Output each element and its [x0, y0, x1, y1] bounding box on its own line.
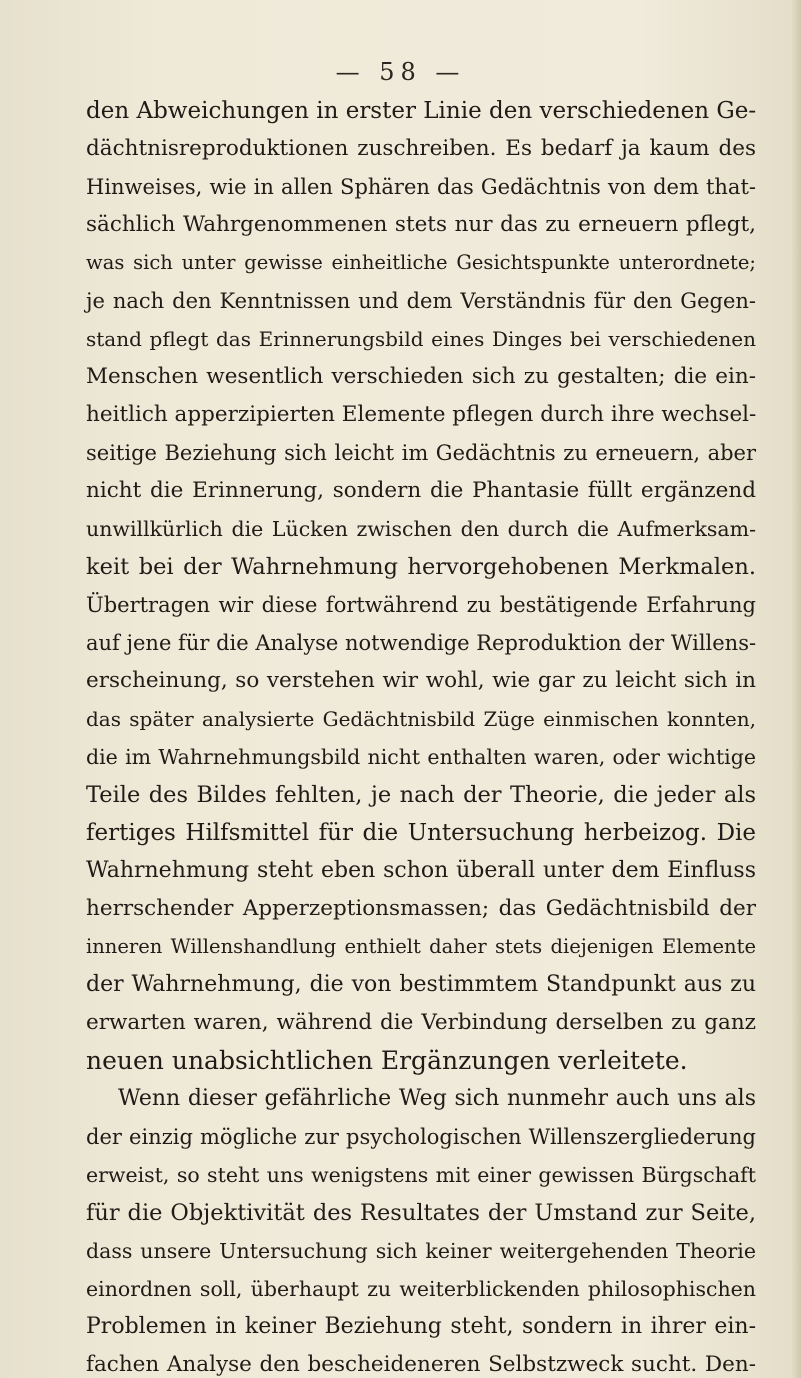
text-line: der Wahrnehmung, die von bestimmtem Standpunkt aus zu: [86, 972, 756, 997]
text-line: keit bei der Wahrnehmung hervorgehobenen Merkmalen.: [86, 554, 756, 580]
text-line: je nach den Kenntnissen und dem Verständnis für den Gegen-: [86, 289, 756, 313]
text-line: dächtnisreproduktionen zuschreiben. Es bedarf ja kaum des: [86, 136, 756, 161]
text-line: fachen Analyse den bescheideneren Selbstzweck sucht. Den-: [86, 1352, 756, 1377]
text-line: einordnen soll, überhaupt zu weiterblickenden philosophischen: [86, 1277, 756, 1301]
text-line: die im Wahrnehmungsbild nicht enthalten waren, oder wichtige: [86, 745, 756, 769]
text-line: seitige Beziehung sich leicht im Gedächtnis zu erneuern, aber: [86, 441, 756, 465]
text-line: für die Objektivität des Resultates der Umstand zur Seite,: [86, 1200, 756, 1226]
text-line: heitlich apperzipierten Elemente pflegen durch ihre wechsel-: [86, 402, 757, 427]
text-line: inneren Willenshandlung enthielt daher stets diejenigen Elemente: [86, 935, 756, 958]
text-line: Wahrnehmung steht eben schon überall unter dem Einfluss: [86, 858, 756, 883]
text-line: Teile des Bildes fehlten, je nach der Theorie, die jeder als: [86, 782, 756, 808]
text-line: fertiges Hilfsmittel für die Untersuchung herbeizog. Die: [86, 820, 756, 846]
text-line: Wenn dieser gefährliche Weg sich nunmehr auch uns als: [118, 1086, 756, 1111]
text-line: sächlich Wahrgenommenen stets nur das zu erneuern pflegt,: [86, 212, 756, 237]
text-line: nicht die Erinnerung, sondern die Phantasie füllt ergänzend: [86, 478, 756, 503]
text-line: was sich unter gewisse einheitliche Gesichtspunkte unterordnete;: [86, 251, 756, 274]
page-number: — 58 —: [335, 58, 466, 86]
text-line: unwillkürlich die Lücken zwischen den durch die Aufmerksam-: [86, 517, 756, 541]
page-edge-shadow: [791, 0, 801, 1378]
text-line: erscheinung, so verstehen wir wohl, wie gar zu leicht sich in: [86, 668, 756, 693]
text-line: Übertragen wir diese fortwährend zu bestätigende Erfahrung: [86, 593, 756, 617]
text-line: herrschender Apperzeptionsmassen; das Gedächtnisbild der: [86, 896, 756, 921]
text-line: Hinweises, wie in allen Sphären das Gedächtnis von dem that-: [86, 175, 756, 199]
text-line: erwarten waren, während die Verbindung derselben zu ganz: [86, 1010, 756, 1035]
text-line: dass unsere Untersuchung sich keiner weitergehenden Theorie: [86, 1239, 756, 1263]
text-line: neuen unabsichtlichen Ergänzungen verleitete.: [86, 1046, 688, 1075]
text-line: den Abweichungen in erster Linie den verschiedenen Ge-: [86, 98, 757, 124]
text-line: erweist, so steht uns wenigstens mit einer gewissen Bürgschaft: [86, 1163, 756, 1187]
text-line: der einzig mögliche zur psychologischen Willenszergliederung: [86, 1125, 756, 1149]
text-line: auf jene für die Analyse notwendige Reproduktion der Willens-: [86, 631, 757, 655]
text-line: das später analysierte Gedächtnisbild Züge einmischen konnten,: [86, 707, 756, 731]
text-line: Menschen wesentlich verschieden sich zu gestalten; die ein-: [86, 364, 756, 389]
text-line: stand pflegt das Erinnerungsbild eines Dinges bei verschiedenen: [86, 327, 756, 351]
text-line: Problemen in keiner Beziehung steht, sondern in ihrer ein-: [86, 1314, 756, 1339]
